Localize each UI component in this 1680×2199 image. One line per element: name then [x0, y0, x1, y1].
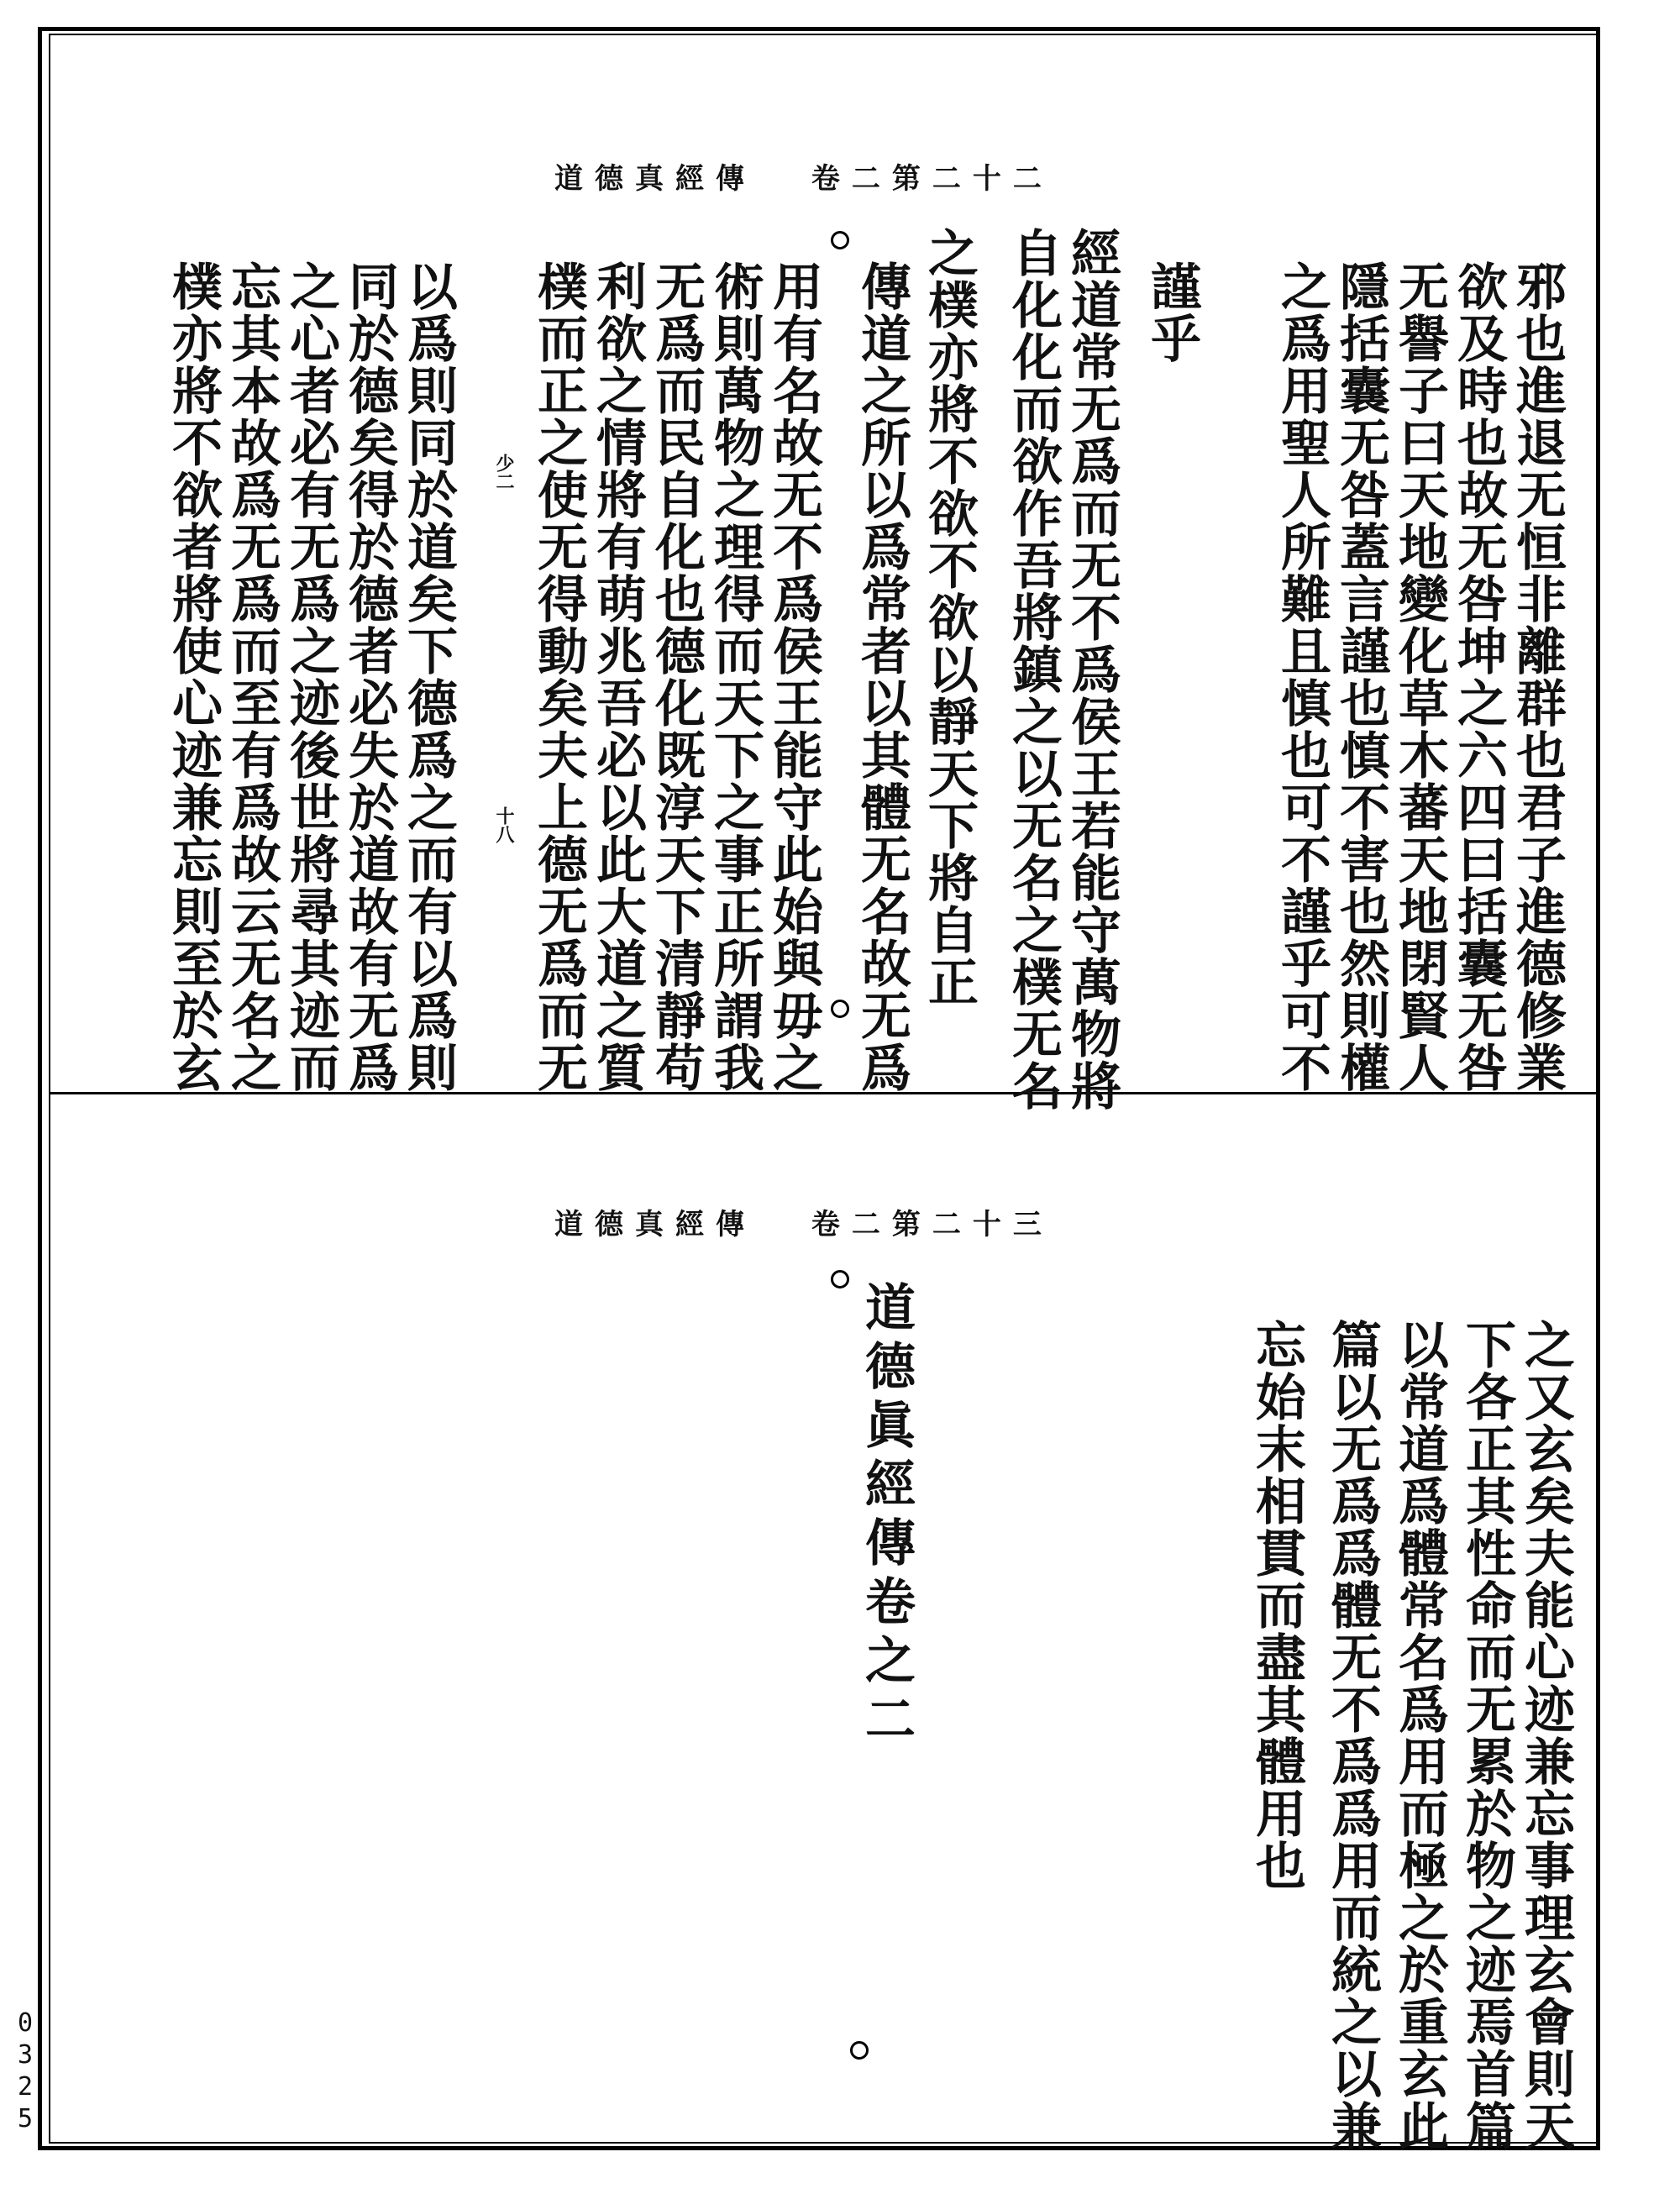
circle-mark — [831, 1000, 849, 1018]
text-column: 忘其本故爲无爲而至有爲故云无名之 — [223, 260, 281, 1094]
volume-end-title: 道德眞經傳卷之二 — [857, 1281, 916, 1751]
text-column: 之樸亦將不欲不欲以靜天下將自正 — [920, 227, 979, 1008]
circle-mark — [850, 2041, 869, 2060]
page-number — [13, 2007, 38, 2135]
top-header-title: 道德真經傳 — [554, 162, 756, 196]
inline-note: 少二 — [493, 454, 515, 491]
top-header-volume: 卷二第二十二 — [811, 162, 1053, 196]
text-column: 忘始末相貫而盡其體用也 — [1247, 1319, 1306, 1892]
circle-mark — [831, 1270, 849, 1288]
bottom-header-title: 道德真經傳 — [554, 1208, 756, 1241]
text-column: 以常道爲體常名爲用而極之於重玄此 — [1390, 1319, 1449, 2152]
text-column: 之心者必有无爲之迹後世將尋其迹而 — [281, 260, 340, 1094]
page-number-digit: 0 — [17, 2008, 34, 2038]
inline-note: 十八 — [493, 806, 515, 843]
text-column: 樸而正之使无得動矣夫上德无爲而无 — [529, 260, 588, 1094]
page-number-digit: 3 — [17, 2040, 34, 2070]
text-column: 无譽子曰天地變化草木蕃天地閉賢人 — [1390, 260, 1449, 1094]
text-column: 用有名故无不爲侯王能守此始與毋之 — [764, 260, 823, 1094]
text-column: 經道常无爲而无不爲侯王若能守萬物將 — [1063, 227, 1121, 1112]
text-column: 樸亦將不欲者將使心迹兼忘則至於玄 — [164, 260, 223, 1094]
circle-mark — [831, 231, 849, 249]
text-column: 欲及時也故无咎坤之六四曰括囊无咎 — [1449, 260, 1508, 1094]
text-column: 利欲之情將有萌兆吾必以此大道之質 — [588, 260, 647, 1094]
text-column: 術則萬物之理得而天下之事正所謂我 — [706, 260, 764, 1094]
text-column: 以爲則同於道矣下德爲之而有以爲則 — [399, 260, 458, 1094]
text-column: 无爲而民自化也德化既淳天下清靜苟 — [647, 260, 706, 1094]
text-column: 自化化而欲作吾將鎮之以无名之樸无名 — [1004, 227, 1063, 1112]
text-column: 同於德矣得於德者必失於道故有无爲 — [340, 260, 399, 1094]
page-number-digit: 2 — [17, 2072, 34, 2102]
text-column: 謹乎 — [1142, 260, 1201, 365]
text-column: 隱括囊无咎蓋言謹也慎不害也然則權 — [1331, 260, 1390, 1094]
text-column: 篇以无爲爲體无不爲爲用而統之以兼 — [1323, 1319, 1382, 2152]
top-header — [554, 155, 1053, 197]
text-column: 下各正其性命而无累於物之迹焉首篇 — [1457, 1319, 1516, 2152]
bottom-header — [554, 1201, 1053, 1242]
page-number-digit: 5 — [17, 2104, 34, 2133]
bottom-header-volume: 卷二第二十三 — [811, 1208, 1053, 1241]
text-column: 之又玄矣夫能心迹兼忘事理玄會則天 — [1516, 1319, 1575, 2152]
text-column: 邪也進退无恒非離群也君子進德修業 — [1508, 260, 1567, 1094]
text-column: 之爲用聖人所難且慎也可不謹乎可不 — [1273, 260, 1331, 1094]
text-column: 傳道之所以爲常者以其體无名故无爲 — [853, 260, 911, 1094]
